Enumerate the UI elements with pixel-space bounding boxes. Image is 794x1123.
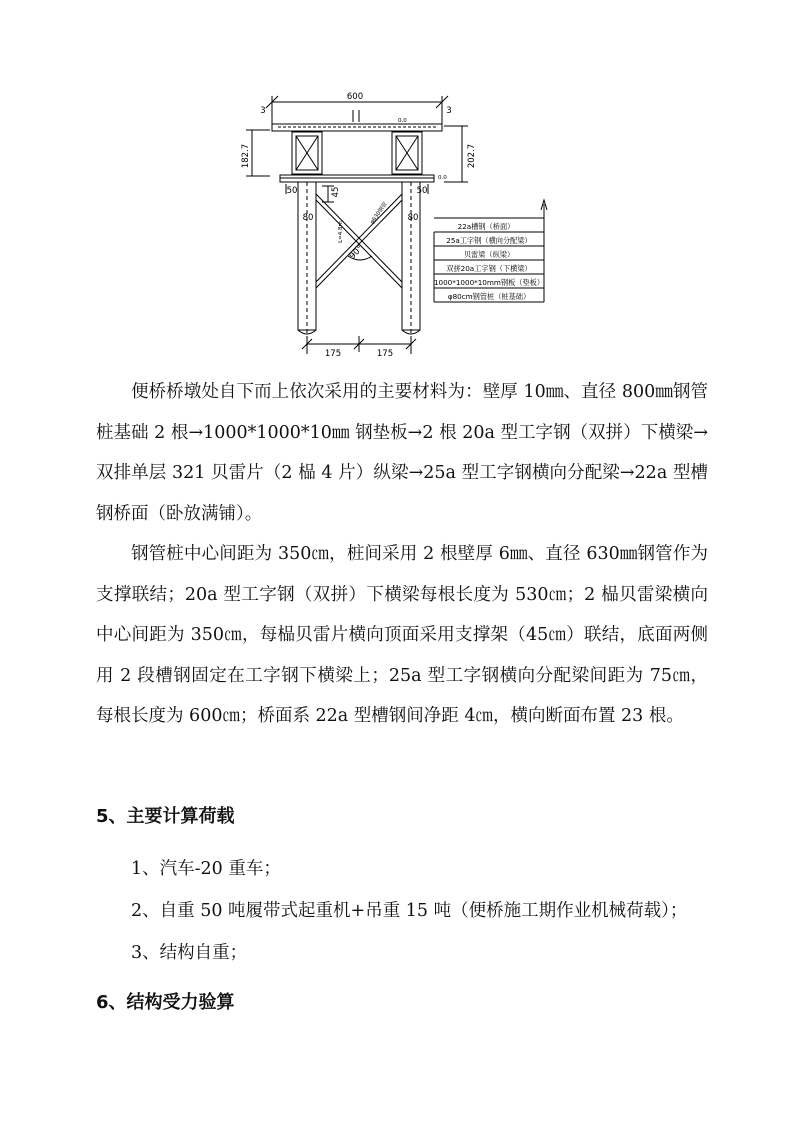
- spacing-paragraph-block: [96, 534, 708, 737]
- dim-left-pile: 80: [302, 213, 314, 223]
- paragraph-materials: 便桥桥墩处自下而上依次采用的主要材料为：壁厚 10㎜、直径 800㎜钢管桩基础 2 根→1000*1000*10㎜ 钢垫板→2 根 20a 型工字钢（双拼）下横梁→双排单层 321 贝雷片（2 榀 4 片）纵梁→25a 型工字钢横向分配梁→22a 型槽钢桥面（卧放满铺）。: [96, 382, 708, 524]
- legend-item: 贝雷梁（纵梁）: [463, 250, 515, 259]
- dim-angle: 90°: [347, 243, 366, 262]
- top-elevation-mark: 0.0: [398, 118, 407, 124]
- section-5-heading: 5、主要计算荷载: [96, 806, 235, 827]
- legend-item: 25a工字钢（横向分配梁）: [446, 236, 532, 245]
- legend-item: 双拼20a工字钢（下横梁）: [446, 264, 532, 273]
- brace-pipe-label: φ630钢管: [369, 201, 389, 226]
- dim-bottom-right: 175: [376, 349, 394, 359]
- dim-right-pile: 80: [407, 213, 419, 223]
- materials-paragraph-block: [96, 372, 708, 534]
- pier-cross-section-drawing: [230, 86, 570, 360]
- dim-bottom-left: 175: [324, 349, 342, 359]
- legend-item: 1000*1000*10mm钢板（垫板）: [433, 278, 545, 287]
- section-6-heading: 6、结构受力验算: [96, 992, 235, 1013]
- dim-top-width: 600: [346, 92, 364, 102]
- legend-item: φ80cm钢管桩（桩基础）: [447, 292, 531, 301]
- dim-right-height: 202.7: [467, 143, 477, 169]
- load-item-2: 2、自重 50 吨履带式起重机+吊重 15 吨（便桥施工期作业机械荷载）；: [131, 901, 688, 921]
- legend-item: 22a槽钢（桥面）: [457, 222, 515, 231]
- deck-plate: [272, 124, 442, 131]
- dim-right-edge: 3: [446, 106, 452, 116]
- load-item-1: 1、汽车-20 重车；: [131, 859, 281, 879]
- dim-brace-gap: 45: [331, 186, 341, 198]
- drawing-svg: [230, 86, 570, 360]
- load-item-3: 3、结构自重；: [131, 943, 248, 963]
- dim-left-height: 182.7: [241, 143, 251, 169]
- dim-right-cap: 50: [416, 186, 428, 196]
- brace-rod-label: L=4.8m: [338, 221, 344, 243]
- paragraph-spacing: 钢管桩中心间距为 350㎝，桩间采用 2 根壁厚 6㎜、直径 630㎜钢管作为支撑联结；20a 型工字钢（双拼）下横梁每根长度为 530㎝；2 榀贝雷梁横向中心间距为 350㎝，每榀贝雷片横向顶面采用支撑架（45㎝）联结，底面两侧用 2 段槽钢固定在工字钢下横梁上；25a 型工字钢横向分配梁间距为 75㎝，每根长度为 600㎝；桥面系 22a 型槽钢间净距 4㎝，横向断面布置 23 根。: [96, 544, 708, 727]
- cap-elevation-mark: 0.0: [438, 175, 447, 181]
- dim-left-edge: 3: [260, 106, 266, 116]
- dim-left-cap: 50: [286, 186, 298, 196]
